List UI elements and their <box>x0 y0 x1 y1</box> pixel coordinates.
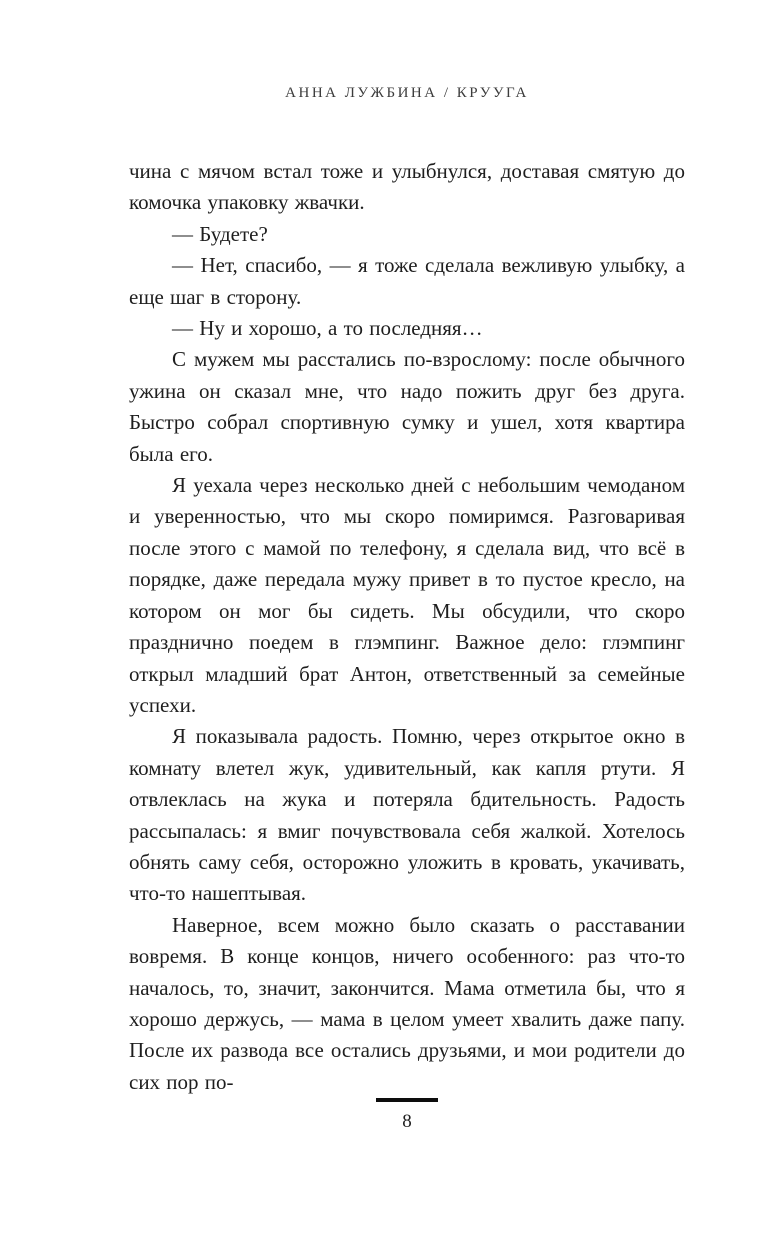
paragraph: Я уехала через несколько дней с небольшим чемоданом и уверенностью, что мы скоро помиримся. Разговаривая после этого с мамой по телефону, я сделала вид, что всё в порядке, даже передала мужу привет в то пустое кресло, на котором он мог бы сидеть. Мы обсудили, что скоро празднично поедем в глэмпинг. Важное дело: глэмпинг открыл младший брат Антон, ответственный за семейные успехи. <box>129 473 685 717</box>
page-number: 8 <box>402 1111 412 1132</box>
paragraph-dialogue: — Будете? <box>172 221 268 246</box>
page-footer <box>129 1098 685 1131</box>
paragraph: С мужем мы расстались по-взрослому: после обычного ужина он сказал мне, что надо пожить друг без друга. Быстро собрал спортивную сумку и ушел, хотя квартира была его. <box>129 347 685 466</box>
paragraph-dialogue: — Ну и хорошо, а то последняя… <box>172 316 483 341</box>
running-header: АННА ЛУЖБИНА / КРУУГА <box>285 85 529 101</box>
paragraph: Я показывала радость. Помню, через открытое окно в комнату влетел жук, удивительный, как капля ртути. Я отвлеклась на жука и потеряла бдительность. Радость рассыпалась: я вмиг почувствовала себя жалкой. Хотелось обнять саму себя, осторожно уложить в кровать, укачивать, что-то нашептывая. <box>129 724 685 906</box>
text-block <box>129 156 685 1098</box>
paragraph-dialogue: — Нет, спасибо, — я тоже сделала вежливую улыбку, а еще шаг в сторону. <box>129 253 685 309</box>
paragraph: Наверное, всем можно было сказать о расставании вовремя. В конце концов, ничего особенного: раз что-то началось, то, значит, закончится. Мама отметила бы, что я хорошо держусь, — мама в целом умеет хвалить даже папу. После их развода все остались друзьями, и мои родители до сих пор по- <box>129 912 685 1094</box>
footer-rule <box>376 1098 438 1102</box>
paragraph: чина с мячом встал тоже и улыбнулся, доставая смятую до комочка упаковку жвачки. <box>129 159 685 215</box>
